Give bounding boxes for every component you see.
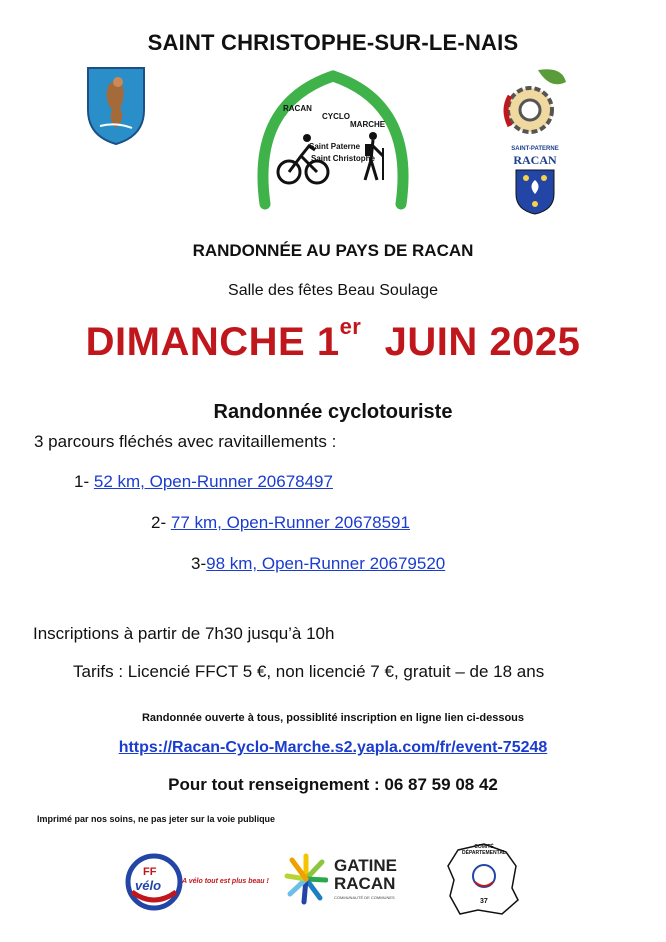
date-sup: er <box>339 314 362 339</box>
racan-word: RACAN <box>334 874 396 893</box>
ffvelo-logo <box>124 852 274 912</box>
ride-heading: Randonnée cyclotouriste <box>213 401 453 423</box>
comite-number: 37 <box>480 898 488 905</box>
club-logo-line3: MARCHE <box>350 120 386 129</box>
club-logo-line1: RACAN <box>283 104 312 113</box>
gatine-word: GATINE <box>334 856 397 875</box>
gear-leaf-icon <box>500 66 570 146</box>
fees-text: Tarifs : Licencié FFCT 5 €, non licencié 7 €, gratuit – de 18 ans <box>73 662 545 681</box>
event-title: RANDONNÉE AU PAYS DE RACAN <box>192 241 474 260</box>
ride-intro: 3 parcours fléchés avec ravitaillements : <box>34 432 337 451</box>
route-number: 1- <box>74 472 90 491</box>
comite-line1: COMITÉ <box>474 844 494 850</box>
gatine-racan-logo <box>284 852 414 912</box>
town-title: SAINT CHRISTOPHE-SUR-LE-NAIS <box>147 30 519 55</box>
ffvelo-top: FF <box>143 866 157 878</box>
route-3 <box>191 554 445 574</box>
route-link[interactable]: 98 km, Open-Runner 20679520 <box>206 554 446 573</box>
club-logo <box>243 64 423 214</box>
route-link[interactable]: 52 km, Open-Runner 20678497 <box>93 472 333 491</box>
route-link[interactable]: 77 km, Open-Runner 20678591 <box>170 513 410 532</box>
town-crest-icon <box>86 66 146 146</box>
route-1 <box>74 472 333 492</box>
printed-note: Imprimé par nos soins, ne pas jeter sur la voie publique <box>37 814 276 824</box>
registration-text: Inscriptions à partir de 7h30 jusqu’à 10h <box>33 624 335 643</box>
crest-name-text: RACAN <box>513 153 557 167</box>
event-venue: Salle des fêtes Beau Soulage <box>228 282 438 299</box>
comite-logo <box>444 840 524 920</box>
registration-url-link[interactable]: https://Racan-Cyclo-Marche.s2.yapla.com/fr/event-75248 <box>118 739 548 756</box>
route-number: 2- <box>151 513 167 532</box>
gatine-sub: COMMUNAUTÉ DE COMMUNES <box>334 895 395 900</box>
date-day: DIMANCHE 1 <box>85 320 340 364</box>
event-date <box>0 314 666 365</box>
contact-phone: Pour tout renseignement : 06 87 59 08 42 <box>168 775 498 794</box>
club-logo-line2: CYCLO <box>322 112 350 121</box>
open-note: Randonnée ouverte à tous, possiblité inscription en ligne lien ci-dessous <box>141 712 524 724</box>
route-2 <box>151 513 410 533</box>
sunburst-icon <box>284 852 328 906</box>
club-logo-place1: Saint Paterne <box>309 142 361 151</box>
crest-top-text: SAINT-PATERNE <box>511 146 559 152</box>
racan-crest <box>500 66 570 216</box>
date-rest: JUIN 2025 <box>384 320 581 364</box>
shield-icon <box>514 168 556 216</box>
ffvelo-bottom: vélo <box>135 878 162 893</box>
club-arch-icon <box>243 64 423 214</box>
comite-line2: DÉPARTEMENTAL <box>462 850 506 856</box>
ffvelo-slogan: A vélo tout est plus beau ! <box>182 878 269 885</box>
club-logo-place2: Saint Christophe <box>311 154 376 163</box>
route-number: 3- <box>191 554 207 573</box>
